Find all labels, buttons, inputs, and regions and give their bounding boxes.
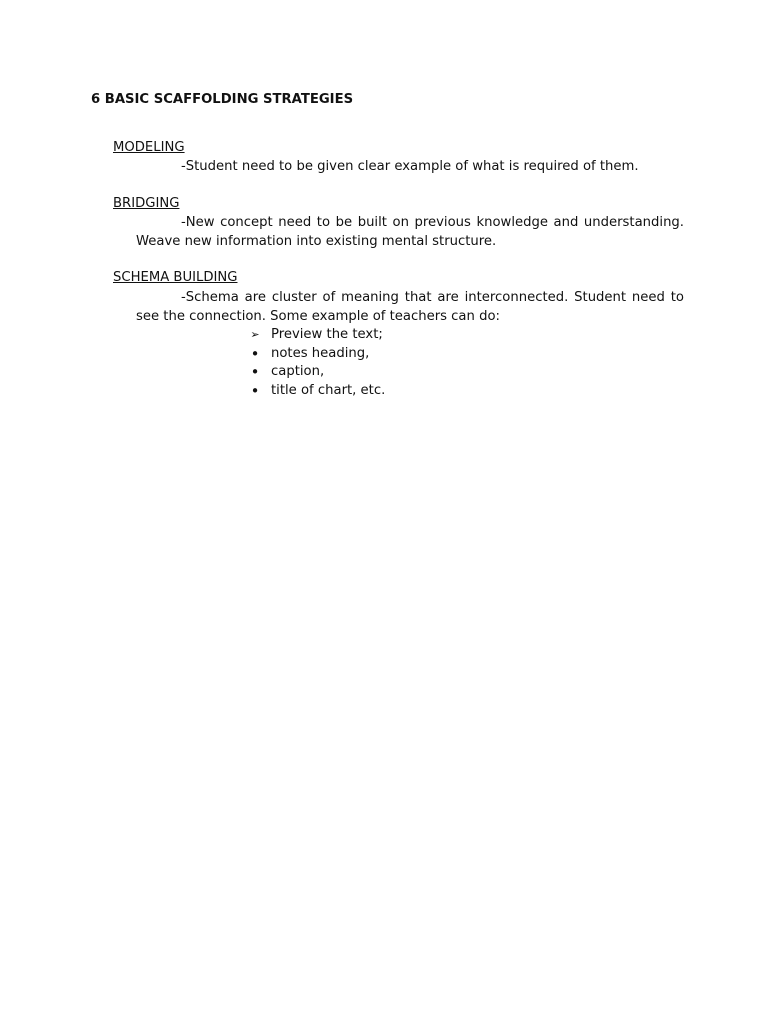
section-text-modeling: -Student need to be given clear example of what is required of them. bbox=[181, 159, 639, 174]
list-item bbox=[248, 382, 385, 401]
arrow-bullet-icon: ➢ bbox=[250, 328, 260, 341]
list-item bbox=[248, 363, 385, 382]
list-item bbox=[248, 326, 385, 345]
document-title: 6 BASIC SCAFFOLDING STRATEGIES bbox=[91, 92, 354, 107]
dot-bullet-icon: • bbox=[250, 344, 260, 363]
section-heading-schema-building: SCHEMA BUILDING bbox=[113, 270, 238, 285]
section-heading-bridging: BRIDGING bbox=[113, 196, 180, 211]
section-text-bridging: -New concept need to be built on previous knowledge and understanding. Weave new information into existing mental structure. bbox=[136, 215, 684, 249]
dot-bullet-icon: • bbox=[250, 382, 260, 401]
dot-bullet-icon: • bbox=[250, 363, 260, 382]
section-text-schema-building: -Schema are cluster of meaning that are interconnected. Student need to see the connection. Some example of teachers can do: bbox=[136, 290, 684, 324]
list-item-text: caption, bbox=[271, 364, 325, 380]
schema-building-list bbox=[248, 326, 385, 401]
list-item bbox=[248, 345, 385, 364]
list-item-text: notes heading, bbox=[271, 345, 370, 361]
list-item-text: Preview the text; bbox=[271, 327, 383, 342]
section-heading-modeling: MODELING bbox=[113, 140, 185, 155]
list-item-text: title of chart, etc. bbox=[271, 383, 386, 399]
